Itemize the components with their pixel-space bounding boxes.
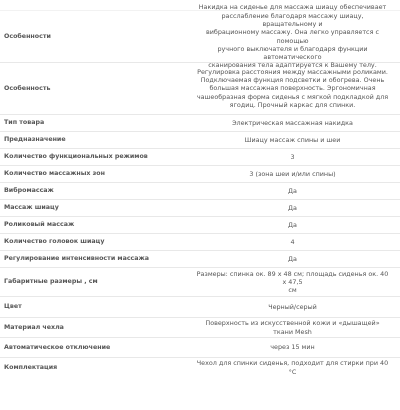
spec-table xyxy=(0,3,400,377)
spec-label: Материал чехла xyxy=(4,323,64,331)
spec-value: Электрическая массажная накидка xyxy=(232,118,353,127)
spec-value: Шиацу массаж спины и шеи xyxy=(244,135,341,144)
spec-label: Количество массажных зон xyxy=(4,170,105,177)
spec-value: через 15 мин xyxy=(270,343,315,352)
spec-value: 4 xyxy=(290,237,295,246)
spec-row-features xyxy=(0,3,400,70)
spec-row-product-type xyxy=(0,114,400,131)
spec-row-package xyxy=(0,357,400,377)
spec-label: Массаж шиацу xyxy=(4,204,59,211)
spec-row-zones-count xyxy=(0,165,400,182)
spec-value: Размеры: спинка ок. 89 x 48 см; площадь сиденья ок. 40 x 47,5 см xyxy=(196,269,389,295)
spec-label: Цвет xyxy=(4,303,22,310)
spec-value: 3 xyxy=(290,152,295,161)
spec-value: Черный/серый xyxy=(268,302,317,311)
spec-value: Да xyxy=(288,254,297,263)
spec-row-purpose xyxy=(0,131,400,148)
spec-row-feature xyxy=(0,62,400,114)
spec-row-vibration xyxy=(0,182,400,199)
spec-value: 3 (зона шеи и/или спины) xyxy=(249,169,336,178)
spec-label: Тип товара xyxy=(4,119,45,126)
spec-label: Роликовый массаж xyxy=(4,221,75,228)
spec-label: Количество функциональных режимов xyxy=(4,153,148,160)
spec-label: Вибромассаж xyxy=(4,187,54,194)
spec-row-auto-off xyxy=(0,337,400,357)
spec-row-color xyxy=(0,296,400,317)
spec-label: Габаритные размеры , см xyxy=(4,278,98,285)
spec-value: Да xyxy=(288,220,297,229)
spec-row-dimensions xyxy=(0,267,400,296)
spec-label: Предназначение xyxy=(4,136,66,143)
spec-row-modes-count xyxy=(0,148,400,165)
spec-value: Регулировка расстояния между массажными роликами. Подключаемая функция подсветки и обогрева. Очень большая массажная поверхность. Эргономичная чашеобразная форма сиденья с мягкой подкладкой для ягодиц. Прочный каркас для спинки. xyxy=(196,67,389,109)
spec-value: Да xyxy=(288,203,297,212)
spec-value: Накидка на сиденье для массажа шиацу обеспечивает расслабление благодаря массажу шиацу, вращательному и вибрационному массажу. Она легко управляется с помощью ручного выключателя и благодаря функции автоматического сканирования тела адаптируется к Вашему телу. xyxy=(198,3,387,70)
spec-row-roller xyxy=(0,216,400,233)
spec-row-cover-material xyxy=(0,317,400,337)
spec-row-intensity xyxy=(0,250,400,267)
spec-label: Особенность xyxy=(4,84,51,92)
spec-label: Особенности xyxy=(4,32,51,40)
spec-label: Регулирование интенсивности массажа xyxy=(4,255,150,262)
spec-label: Комплектация xyxy=(4,363,58,371)
spec-label: Автоматическое отключение xyxy=(4,343,111,351)
spec-value: Поверхность из искусственной кожи и «дышащей» ткани Mesh xyxy=(205,319,380,336)
spec-value: Чехол для спинки сиденья, подходит для стирки при 40 °C xyxy=(196,359,389,376)
spec-label: Количество головок шиацу xyxy=(4,238,105,245)
spec-row-shiatsu xyxy=(0,199,400,216)
spec-value: Да xyxy=(288,186,297,195)
spec-row-heads-count xyxy=(0,233,400,250)
